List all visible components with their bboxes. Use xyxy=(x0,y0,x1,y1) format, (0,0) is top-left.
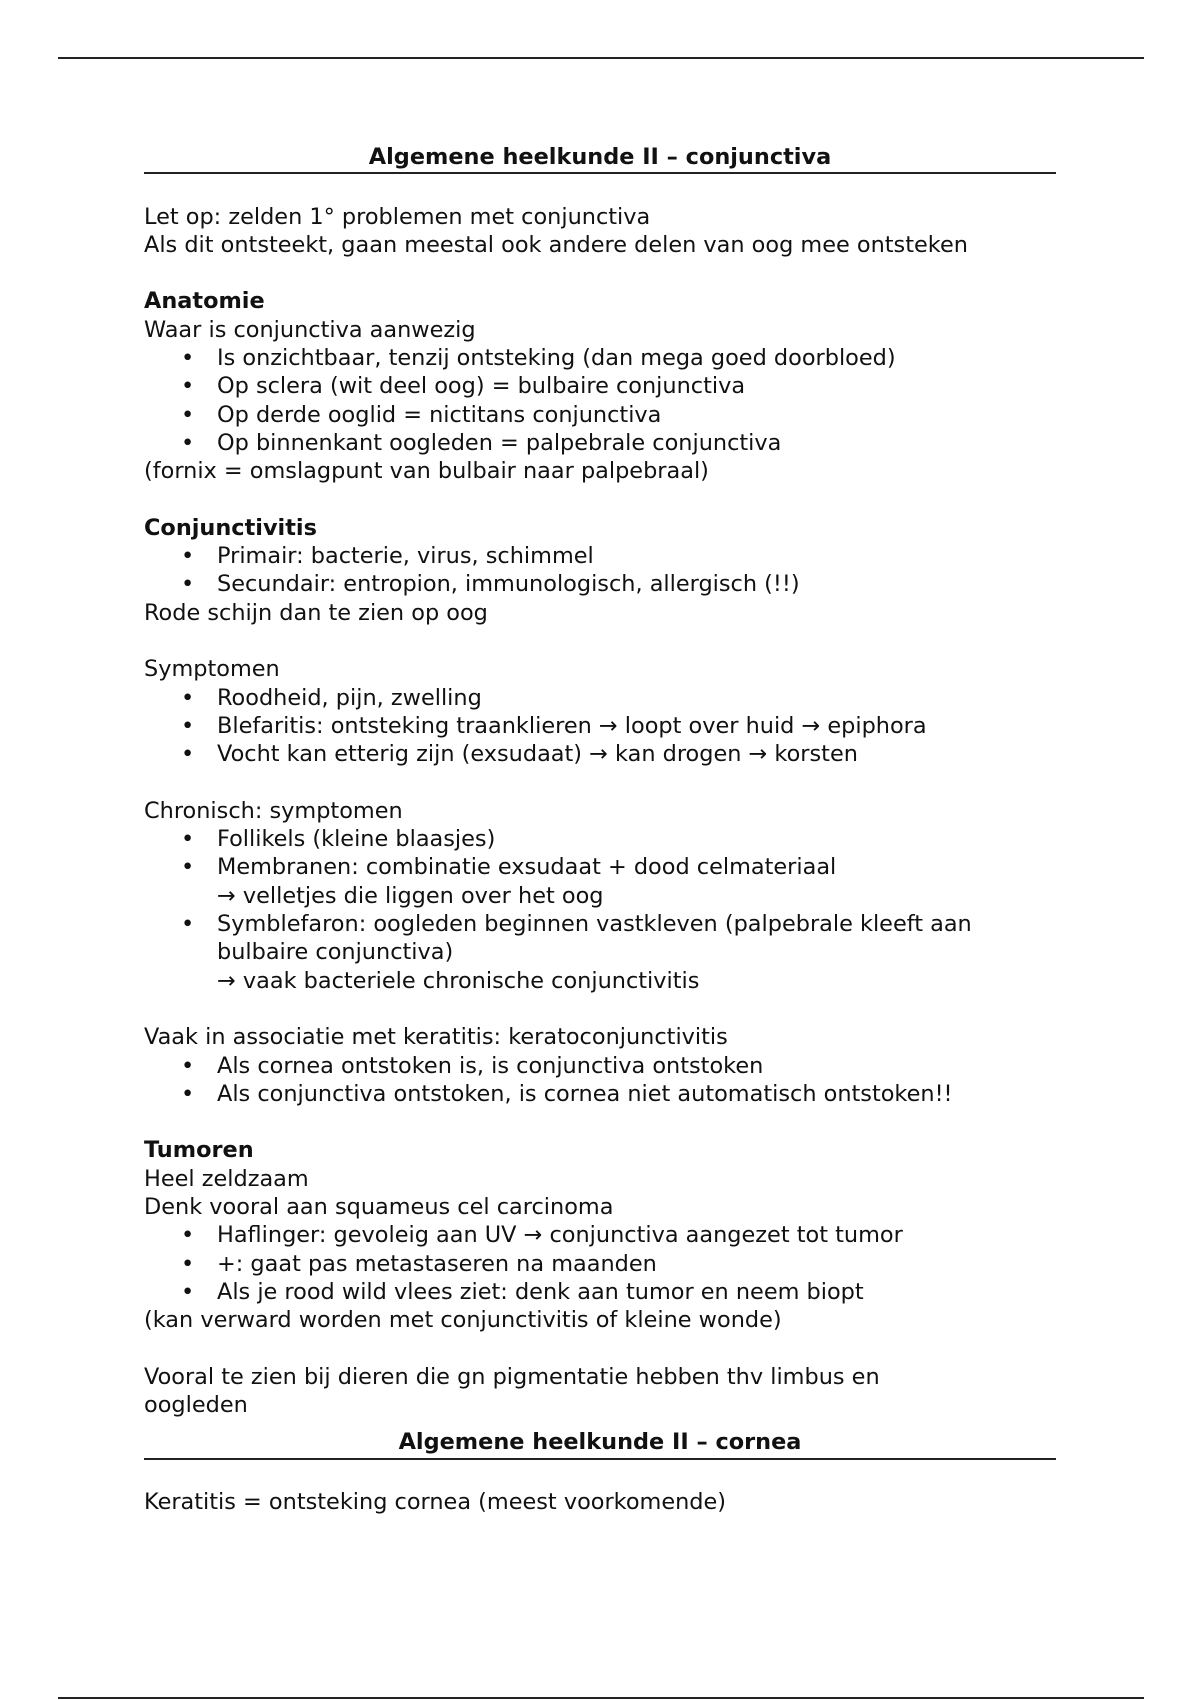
list-item: • Is onzichtbaar, tenzij ontsteking (dan mega goed doorbloed) xyxy=(181,345,896,372)
tumoren-line-1: Heel zeldzaam xyxy=(144,1165,309,1192)
conjunctivitis-list xyxy=(144,542,1056,599)
chronisch-item3-sub: → vaak bacteriele chronische conjunctivitis xyxy=(217,967,700,994)
heading-conjunctivitis: Conjunctivitis xyxy=(144,514,317,541)
tumoren-closing-1: Vooral te zien bij dieren die gn pigmentatie hebben thv limbus en xyxy=(144,1363,880,1390)
tumoren-list xyxy=(144,1221,1056,1306)
list-item: • Roodheid, pijn, zwelling xyxy=(181,684,482,711)
tumoren-line-2: Denk vooral aan squameus cel carcinoma xyxy=(144,1193,614,1220)
list-item: • Symblefaron: oogleden beginnen vastkleven (palpebrale kleeft aan bulbaire conjunctiva) → vaak bacteriele chronische conjunctivitis xyxy=(144,910,1056,995)
tumoren-closing-2: oogleden xyxy=(144,1392,248,1419)
page-bottom-rule xyxy=(58,1697,1144,1699)
list-item: • Op binnenkant oogleden = palpebrale conjunctiva xyxy=(181,429,782,456)
chronisch-item2-sub: → velletjes die liggen over het oog xyxy=(217,882,604,909)
list-item: • Secundair: entropion, immunologisch, allergisch (!!) xyxy=(181,571,800,598)
list-item: • Membranen: combinatie exsudaat + dood celmateriaal → velletjes die liggen over het oog xyxy=(144,853,1056,910)
list-item: • Op derde ooglid = nictitans conjunctiva xyxy=(181,401,662,428)
cornea-intro: Keratitis = ontsteking cornea (meest voorkomende) xyxy=(144,1488,727,1515)
anatomie-list xyxy=(144,344,1056,457)
heading-anatomie: Anatomie xyxy=(144,288,265,315)
page-top-rule xyxy=(58,57,1144,59)
intro-line-2: Als dit ontsteekt, gaan meestal ook andere delen van oog mee ontsteken xyxy=(144,231,968,258)
list-item: • Op sclera (wit deel oog) = bulbaire conjunctiva xyxy=(181,373,746,400)
list-item: • Follikels (kleine blaasjes) xyxy=(181,826,496,853)
chronisch-lead: Chronisch: symptomen xyxy=(144,797,403,824)
anatomie-note: (fornix = omslagpunt van bulbair naar palpebraal) xyxy=(144,458,709,485)
heading-tumoren: Tumoren xyxy=(144,1137,254,1164)
intro-line-1: Let op: zelden 1° problemen met conjunctiva xyxy=(144,203,651,230)
document-body xyxy=(144,143,1056,1516)
section-title-cornea: Algemene heelkunde II – cornea xyxy=(144,1428,1056,1459)
tumoren-note: (kan verward worden met conjunctivitis of kleine wonde) xyxy=(144,1307,782,1334)
list-item: • Primair: bacterie, virus, schimmel xyxy=(181,543,594,570)
symptomen-lead: Symptomen xyxy=(144,656,280,683)
list-item: • Als conjunctiva ontstoken, is cornea niet automatisch ontstoken!! xyxy=(181,1080,953,1107)
section-title-conjunctiva: Algemene heelkunde II – conjunctiva xyxy=(144,143,1056,174)
list-item: • Blefaritis: ontsteking traanklieren → loopt over huid → epiphora xyxy=(181,712,927,739)
anatomie-lead: Waar is conjunctiva aanwezig xyxy=(144,316,476,343)
symptomen-list xyxy=(144,684,1056,769)
list-item: • Als cornea ontstoken is, is conjunctiva ontstoken xyxy=(181,1052,764,1079)
keratitis-assoc-list xyxy=(144,1052,1056,1109)
list-item: • Vocht kan etterig zijn (exsudaat) → kan drogen → korsten xyxy=(181,741,858,768)
conjunctivitis-note: Rode schijn dan te zien op oog xyxy=(144,599,488,626)
list-item: • +: gaat pas metastaseren na maanden xyxy=(181,1250,657,1277)
chronisch-list xyxy=(144,825,1056,995)
list-item: • Als je rood wild vlees ziet: denk aan tumor en neem biopt xyxy=(181,1278,864,1305)
keratitis-assoc-lead: Vaak in associatie met keratitis: keratoconjunctivitis xyxy=(144,1024,728,1051)
list-item: • Haflinger: gevoleig aan UV → conjunctiva aangezet tot tumor xyxy=(181,1222,903,1249)
